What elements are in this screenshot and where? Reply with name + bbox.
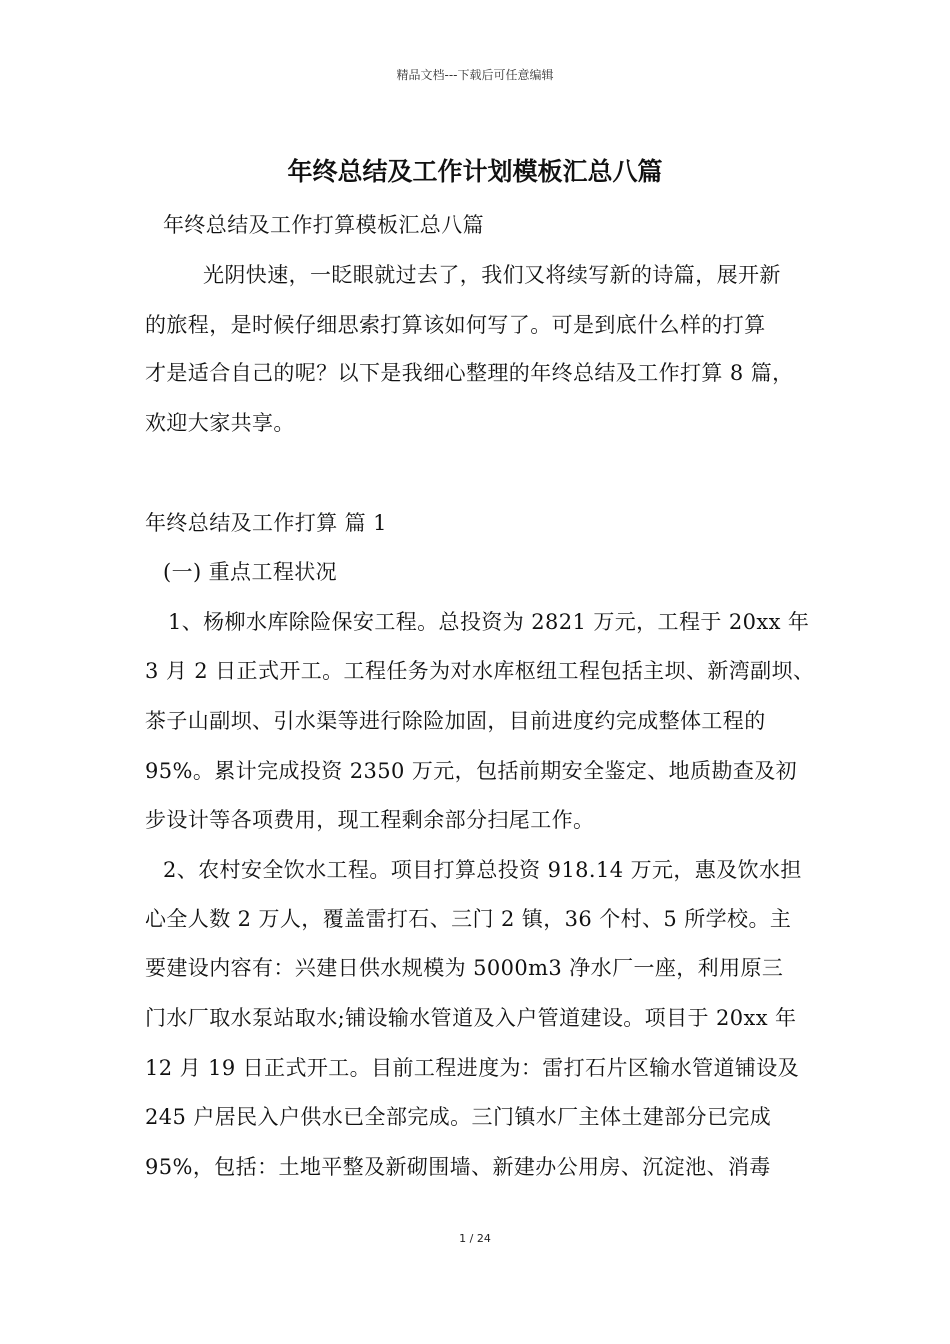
intro-line: 才是适合自己的呢？以下是我细心整理的年终总结及工作打算 8 篇， [145,361,794,385]
section-heading: 年终总结及工作打算 篇 1 [145,511,387,535]
item2-line: 门水厂取水泵站取水;铺设输水管道及入户管道建设。项目于 20xx 年 [145,1006,797,1030]
intro-line: 光阴快速，一眨眼就过去了，我们又将续写新的诗篇，展开新 [203,263,781,287]
intro-line: 欢迎大家共享。 [145,411,295,435]
page-header: 精品文档---下载后可任意编辑 [396,68,554,82]
document-subtitle: 年终总结及工作打算模板汇总八篇 [163,213,484,237]
item2-line: 要建设内容有：兴建日供水规模为 5000m3 净水厂一座，利用原三 [145,956,784,980]
item2-line: 心全人数 2 万人，覆盖雷打石、三门 2 镇，36 个村、5 所学校。主 [145,907,792,931]
item1-line: 茶子山副坝、引水渠等进行除险加固，目前进度约完成整体工程的 [145,709,766,733]
item1-line: 95%。累计完成投资 2350 万元，包括前期安全鉴定、地质勘查及初 [145,759,798,783]
page-indicator: 1 / 24 [459,1232,491,1245]
subheading: (一) 重点工程状况 [163,560,338,584]
item2-line: 12 月 19 日正式开工。目前工程进度为：雷打石片区输水管道铺设及 [145,1056,800,1080]
item2-line: 95%，包括：土地平整及新砌围墙、新建办公用房、沉淀池、消毒 [145,1155,771,1179]
item2-line: 2、农村安全饮水工程。项目打算总投资 918.14 万元，惠及饮水担 [163,858,802,882]
document-title: 年终总结及工作计划模板汇总八篇 [287,157,663,186]
item1-line: 1、杨柳水库除险保安工程。总投资为 2821 万元，工程于 20xx 年 [168,610,810,634]
item1-line: 3 月 2 日正式开工。工程任务为对水库枢纽工程包括主坝、新湾副坝、 [145,659,815,683]
item2-line: 245 户居民入户供水已全部完成。三门镇水厂主体土建部分已完成 [145,1105,772,1129]
item1-line: 步设计等各项费用，现工程剩余部分扫尾工作。 [145,808,595,832]
intro-line: 的旅程，是时候仔细思索打算该如何写了。可是到底什么样的打算 [145,313,766,337]
